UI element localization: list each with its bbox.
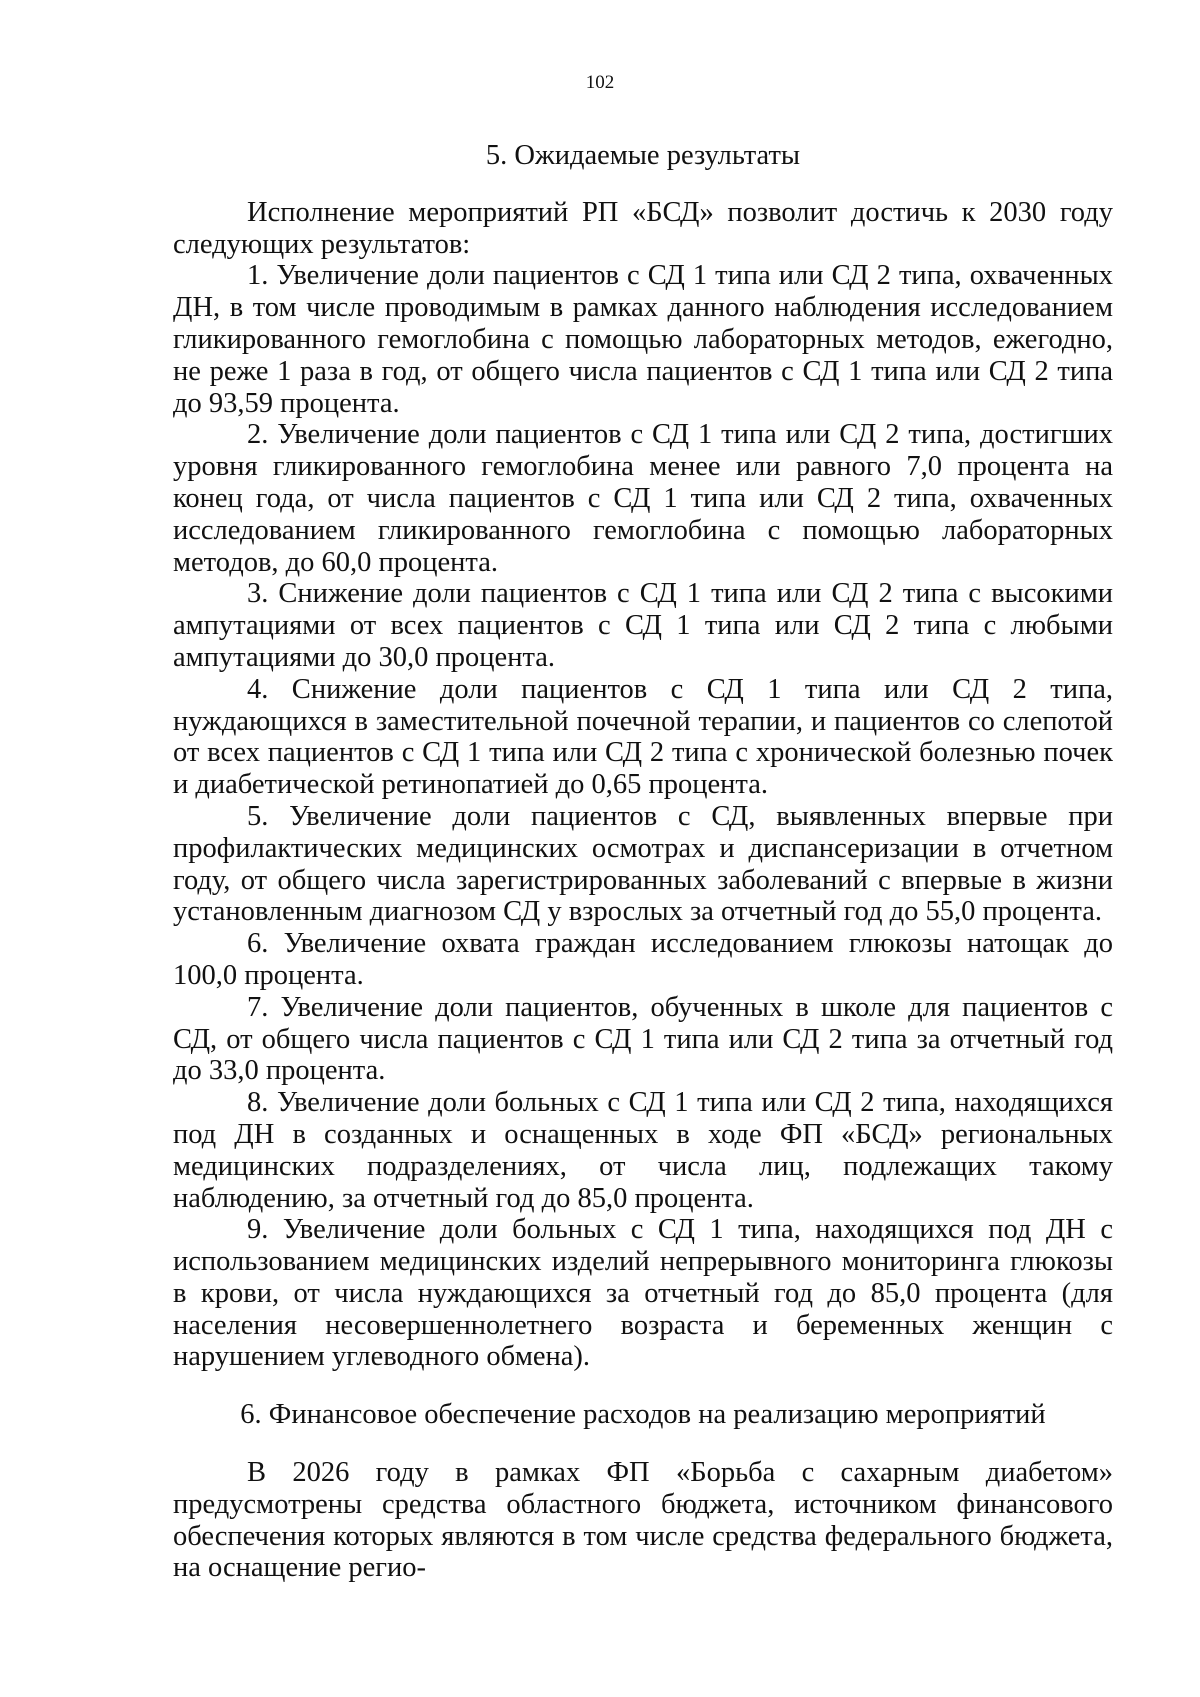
section-6-paragraph: В 2026 году в рамках ФП «Борьба с сахарным диабетом» предусмотрены средства областного бюджета, источником финансового обеспечения которых являются в том числе средства федерального бюджета, на оснащение регио-: [173, 1457, 1113, 1584]
result-item-4: 4. Снижение доли пациентов с СД 1 типа или СД 2 типа, нуждающихся в заместительной почечной терапии, и пациентов со слепотой от всех пациентов с СД 1 типа или СД 2 типа с хронической болезнью почек и диабетической ретинопатией до 0,65 процента.: [173, 673, 1113, 801]
document-body: [173, 140, 1113, 1584]
section-5-intro: Исполнение мероприятий РП «БСД» позволит достичь к 2030 году следующих результатов:: [173, 196, 1113, 260]
result-item-1: 1. Увеличение доли пациентов с СД 1 типа или СД 2 типа, охваченных ДН, в том числе проводимым в рамках данного наблюдения исследованием гликированного гемоглобина с помощью лабораторных методов, ежегодно, не реже 1 раза в год, от общего числа пациентов с СД 1 типа или СД 2 типа до 93,59 процента.: [173, 260, 1113, 419]
result-item-8: 8. Увеличение доли больных с СД 1 типа или СД 2 типа, находящихся под ДН в созданных и оснащенных в ходе ФП «БСД» региональных медицинских подразделениях, от числа лиц, подлежащих такому наблюдению, за отчетный год до 85,0 процента.: [173, 1087, 1113, 1214]
result-item-2: 2. Увеличение доли пациентов с СД 1 типа или СД 2 типа, достигших уровня гликированного гемоглобина менее или равного 7,0 процента на конец года, от числа пациентов с СД 1 типа или СД 2 типа, охваченных исследованием гликированного гемоглобина с помощью лабораторных методов, до 60,0 процента.: [173, 419, 1113, 578]
result-item-6: 6. Увеличение охвата граждан исследованием глюкозы натощак до 100,0 процента.: [173, 928, 1113, 991]
section-5-heading: 5. Ожидаемые результаты: [485, 140, 801, 171]
result-item-7: 7. Увеличение доли пациентов, обученных в школе для пациентов с СД, от общего числа пациентов с СД 1 типа или СД 2 типа за отчетный год до 33,0 процента.: [173, 991, 1113, 1087]
section-6-heading: 6. Финансовое обеспечение расходов на реализацию мероприятий: [240, 1399, 1046, 1431]
result-item-5: 5. Увеличение доли пациентов с СД, выявленных впервые при профилактических медицинских осмотрах и диспансеризации в отчетном году, от общего числа зарегистрированных заболеваний с впервые в жизни установленным диагнозом СД у взрослых за отчетный год до 55,0 процента.: [173, 800, 1113, 928]
page-number: 102: [585, 72, 615, 93]
result-item-9: 9. Увеличение доли больных с СД 1 типа, находящихся под ДН с использованием медицинских изделий непрерывного мониторинга глюкозы в крови, от числа нуждающихся за отчетный год до 85,0 процента (для населения несовершеннолетнего возраста и беременных женщин с нарушением углеводного обмена).: [173, 1214, 1113, 1373]
result-item-3: 3. Снижение доли пациентов с СД 1 типа или СД 2 типа с высокими ампутациями от всех пациентов с СД 1 типа или СД 2 типа с любыми ампутациями до 30,0 процента.: [173, 578, 1113, 673]
